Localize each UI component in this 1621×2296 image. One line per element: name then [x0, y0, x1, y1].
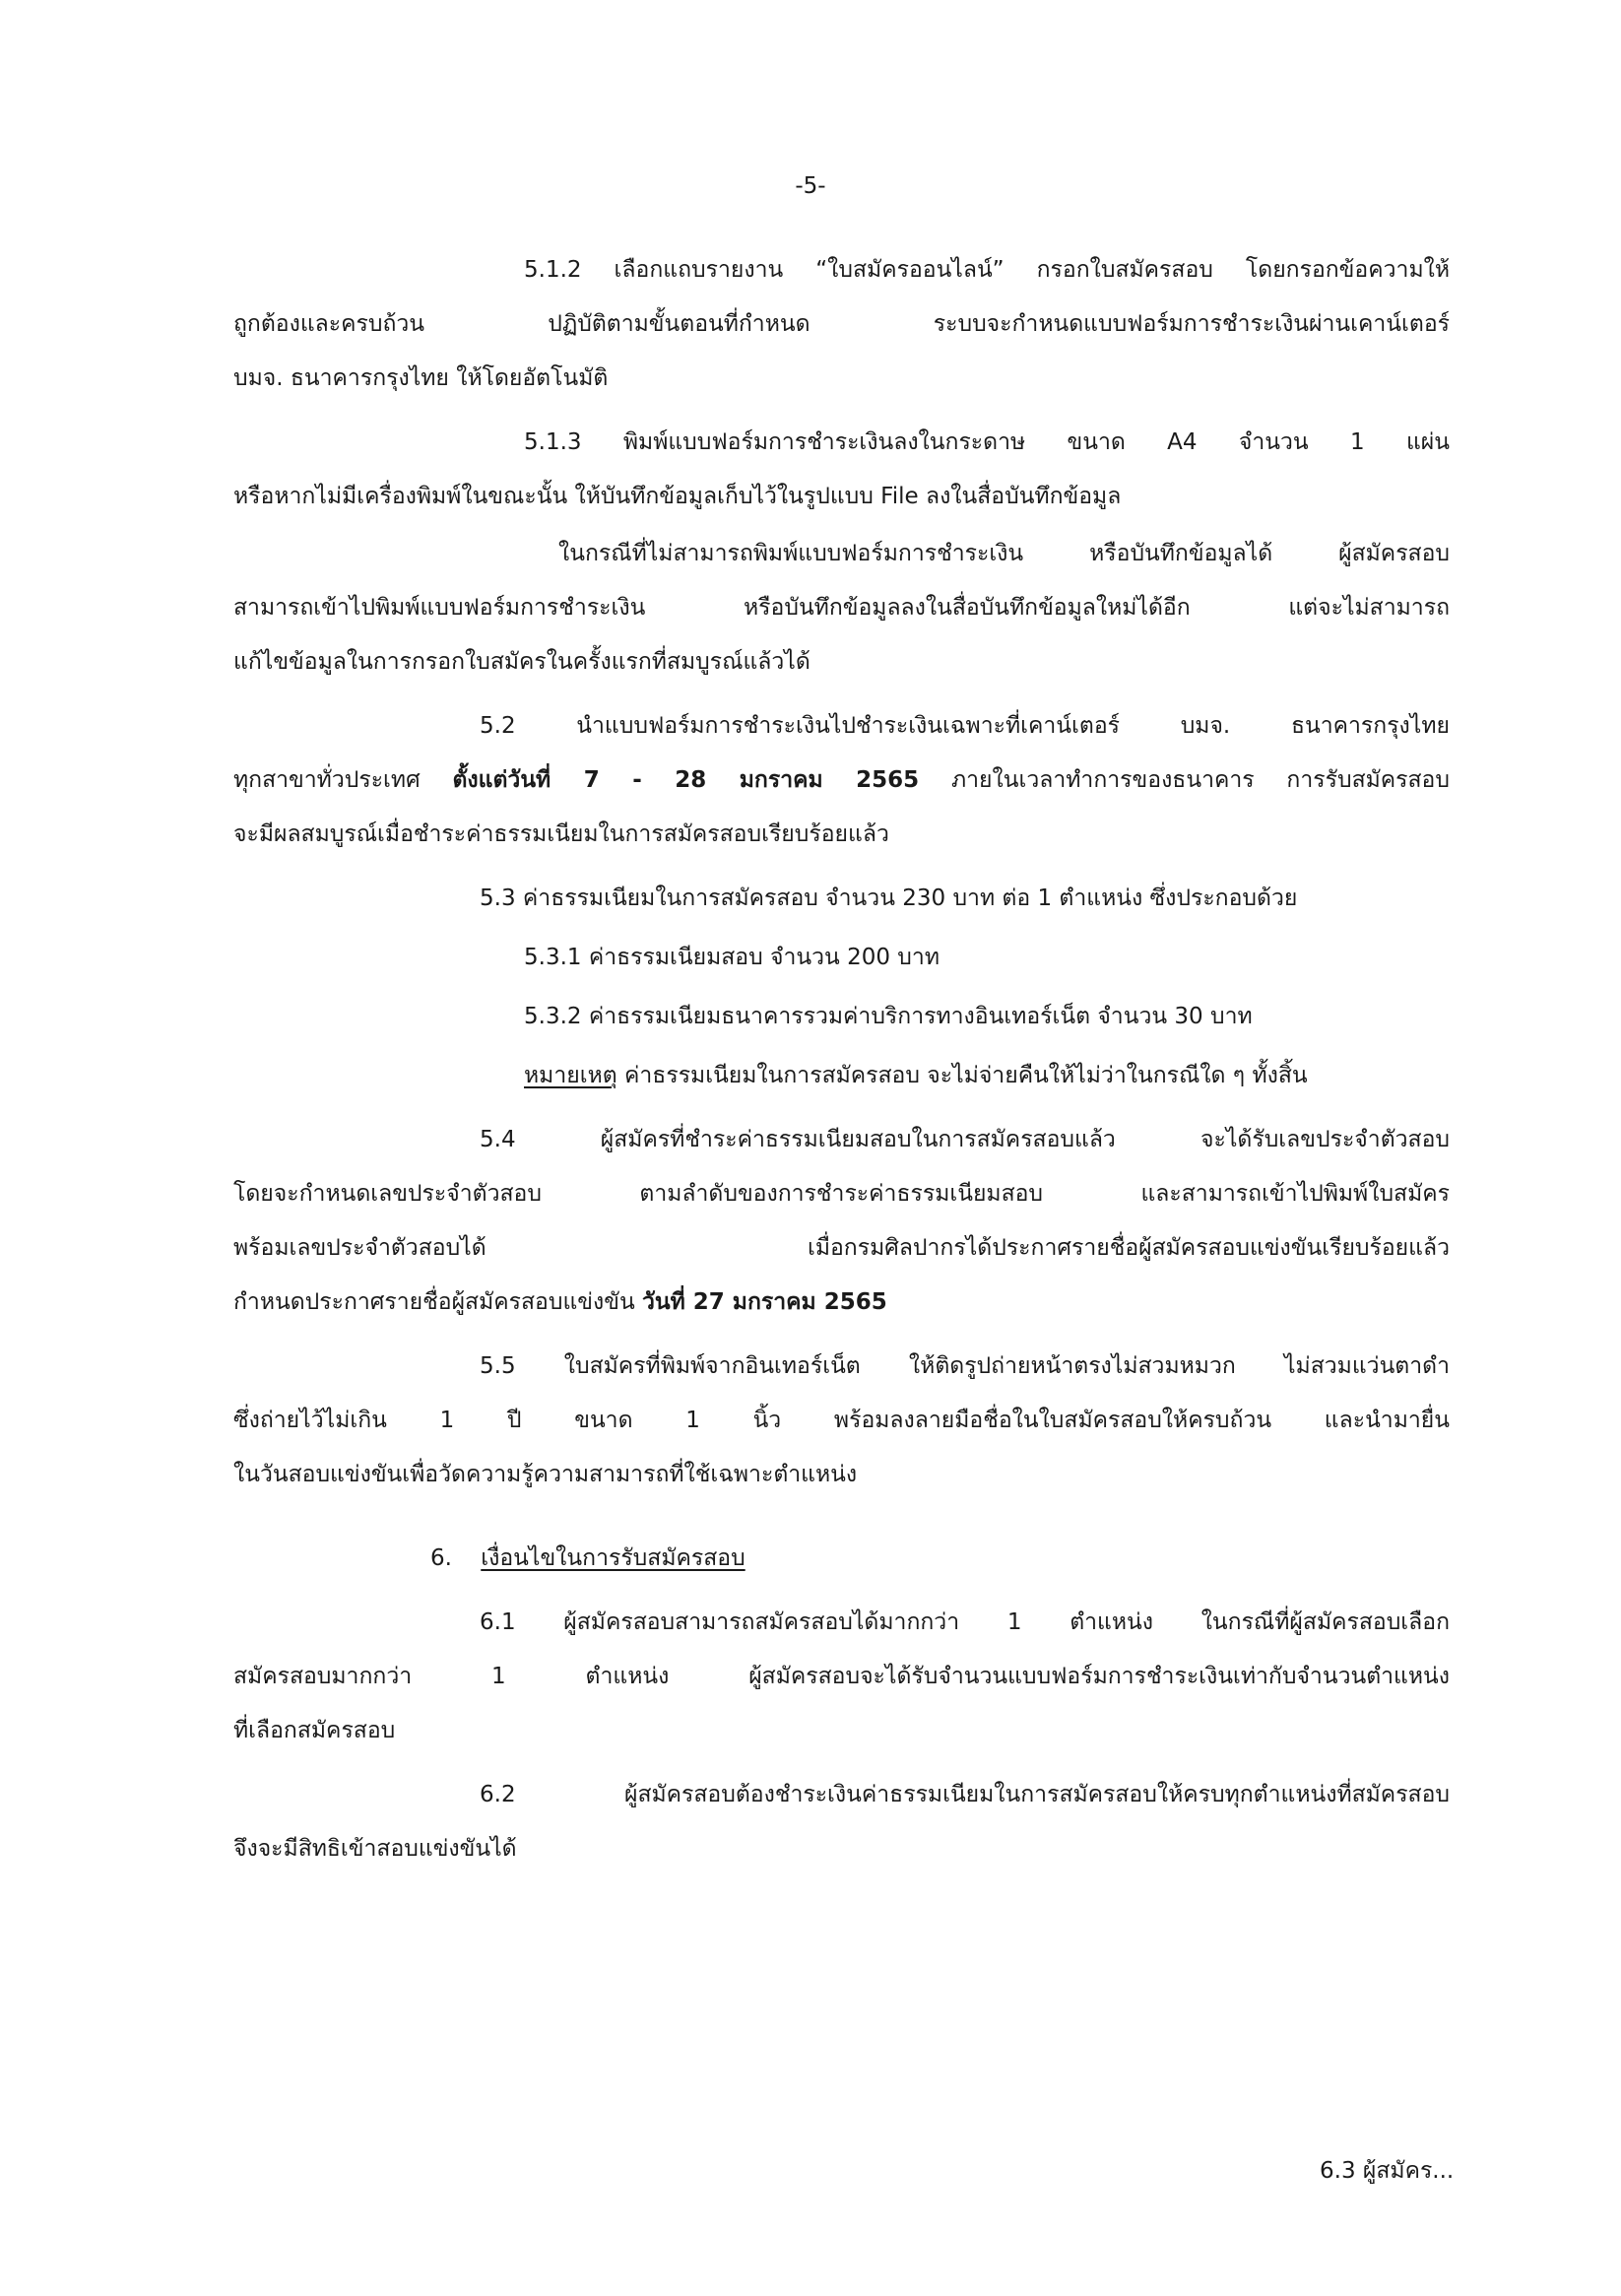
footer-continuation: 6.3 ผู้สมัคร... [1320, 2158, 1455, 2184]
paragraph-line: 5.3 ค่าธรรมเนียมในการสมัครสอบ จำนวน 230 บาท ต่อ 1 ตำแหน่ง ซึ่งประกอบด้วย [480, 886, 1298, 911]
paragraph-line: แก้ไขข้อมูลในการกรอกใบสมัครในครั้งแรกที่สมบูรณ์แล้วได้ [233, 649, 810, 675]
section-title: เงื่อนไขในการรับสมัครสอบ [481, 1545, 746, 1571]
paragraph-line: จึงจะมีสิทธิเข้าสอบแข่งขันได้ [233, 1836, 517, 1862]
paragraph-line: 5.5 ใบสมัครที่พิมพ์จากอินเทอร์เน็ต ให้ติดรูปถ่ายหน้าตรงไม่สวมหมวก ไม่สวมแว่นตาดำ [480, 1353, 1450, 1379]
page-number: -5- [795, 173, 826, 199]
note-label: หมายเหตุ [524, 1063, 617, 1088]
fee-item: 5.3.1 ค่าธรรมเนียมสอบ จำนวน 200 บาท [524, 945, 940, 970]
paragraph-line: หรือหากไม่มีเครื่องพิมพ์ในขณะนั้น ให้บันทึกข้อมูลเก็บไว้ในรูปแบบ File ลงในสื่อบันทึกข้อมูล [233, 484, 1122, 509]
note-text: ค่าธรรมเนียมในการสมัครสอบ จะไม่จ่ายคืนให้ไม่ว่าในกรณีใด ๆ ทั้งสิ้น [616, 1063, 1308, 1088]
paragraph-line: ที่เลือกสมัครสอบ [233, 1718, 396, 1743]
paragraph-line: พร้อมเลขประจำตัวสอบได้ เมื่อกรมศิลปากรได้ประกาศรายชื่อผู้สมัครสอบแข่งขันเรียบร้อยแล้ว [233, 1235, 1450, 1261]
paragraph-line: 5.1.3 พิมพ์แบบฟอร์มการชำระเงินลงในกระดาษ ขนาด A4 จำนวน 1 แผ่น [524, 429, 1450, 455]
paragraph-line [233, 763, 1450, 797]
paragraph-line: 5.1.2 เลือกแถบรายงาน “ใบสมัครออนไลน์” กรอกใบสมัครสอบ โดยกรอกข้อความให้ [524, 257, 1450, 283]
paragraph-line: สามารถเข้าไปพิมพ์แบบฟอร์มการชำระเงิน หรือบันทึกข้อมูลลงในสื่อบันทึกข้อมูลใหม่ได้อีก แต่จะไม่สามารถ [233, 595, 1450, 621]
paragraph-line: สมัครสอบมากกว่า 1 ตำแหน่ง ผู้สมัครสอบจะได้รับจำนวนแบบฟอร์มการชำระเงินเท่ากับจำนวนตำแหน่ง [233, 1664, 1450, 1689]
paragraph-line: บมจ. ธนาคารกรุงไทย ให้โดยอัตโนมัติ [233, 365, 609, 391]
text-run: กำหนดประกาศรายชื่อผู้สมัครสอบแข่งขัน [233, 1289, 642, 1315]
paragraph-line [233, 1285, 887, 1319]
paragraph-line: 5.2 นำแบบฟอร์มการชำระเงินไปชำระเงินเฉพาะที่เคาน์เตอร์ บมจ. ธนาคารกรุงไทย [480, 713, 1450, 739]
registration-period: ตั้งแต่วันที่ 7 - 28 มกราคม 2565 [452, 767, 920, 793]
announcement-date: วันที่ 27 มกราคม 2565 [641, 1289, 887, 1315]
paragraph-line: ซึ่งถ่ายไว้ไม่เกิน 1 ปี ขนาด 1 นิ้ว พร้อมลงลายมือชื่อในใบสมัครสอบให้ครบถ้วน และนำมายื่น [233, 1408, 1450, 1433]
paragraph-line: ถูกต้องและครบถ้วน ปฏิบัติตามขั้นตอนที่กำหนด ระบบจะกำหนดแบบฟอร์มการชำระเงินผ่านเคาน์เตอร์ [233, 311, 1450, 337]
text-run: ภายในเวลาทำการของธนาคาร การรับสมัครสอบ [919, 767, 1450, 793]
section-number: 6. [430, 1545, 452, 1571]
text-run: ทุกสาขาทั่วประเทศ [233, 767, 453, 793]
paragraph-line: ในวันสอบแข่งขันเพื่อวัดความรู้ความสามารถที่ใช้เฉพาะตำแหน่ง [233, 1462, 858, 1487]
fee-note [524, 1059, 1308, 1092]
paragraph-line: โดยจะกำหนดเลขประจำตัวสอบ ตามลำดับของการชำระค่าธรรมเนียมสอบ และสามารถเข้าไปพิมพ์ใบสมัคร [233, 1181, 1450, 1207]
paragraph-line: 6.1 ผู้สมัครสอบสามารถสมัครสอบได้มากกว่า 1 ตำแหน่ง ในกรณีที่ผู้สมัครสอบเลือก [480, 1609, 1450, 1635]
paragraph-line: 6.2 ผู้สมัครสอบต้องชำระเงินค่าธรรมเนียมในการสมัครสอบให้ครบทุกตำแหน่งที่สมัครสอบ [480, 1782, 1450, 1807]
paragraph-line: 5.4 ผู้สมัครที่ชำระค่าธรรมเนียมสอบในการสมัครสอบแล้ว จะได้รับเลขประจำตัวสอบ [480, 1127, 1450, 1152]
paragraph-line: จะมีผลสมบูรณ์เมื่อชำระค่าธรรมเนียมในการสมัครสอบเรียบร้อยแล้ว [233, 821, 889, 847]
paragraph-line: ในกรณีที่ไม่สามารถพิมพ์แบบฟอร์มการชำระเงิน หรือบันทึกข้อมูลได้ ผู้สมัครสอบ [558, 541, 1450, 566]
fee-item: 5.3.2 ค่าธรรมเนียมธนาคารรวมค่าบริการทางอินเทอร์เน็ต จำนวน 30 บาท [524, 1004, 1253, 1029]
section-6-heading [430, 1542, 746, 1575]
